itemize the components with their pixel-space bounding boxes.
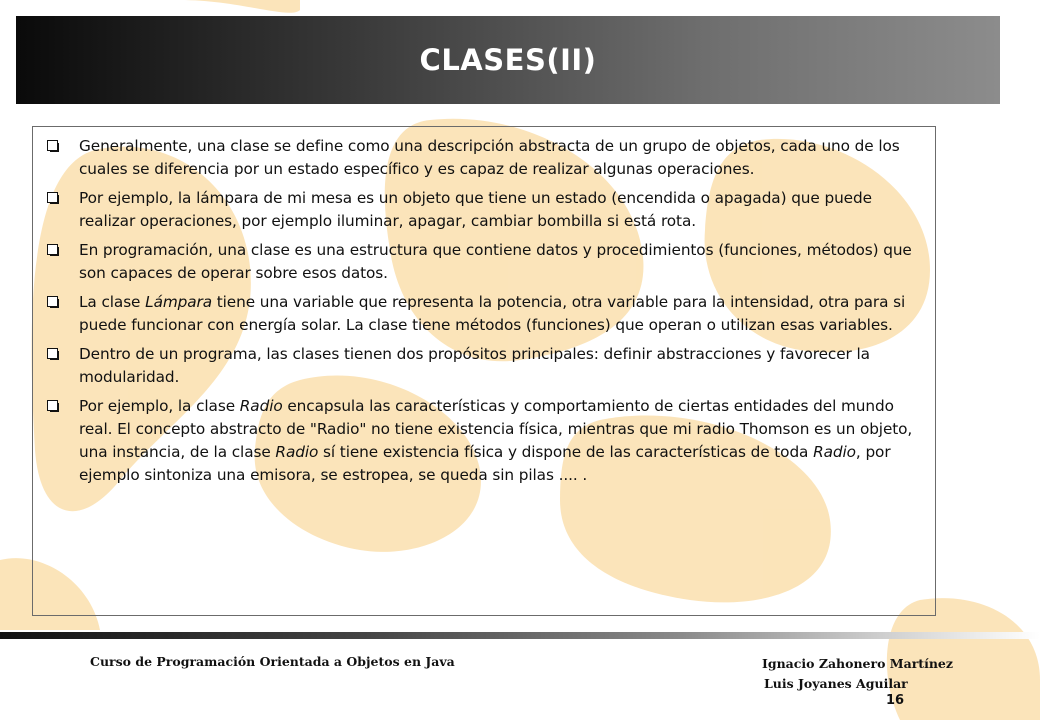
slide-title: CLASES(II): [419, 43, 597, 77]
bullet-text: [79, 395, 915, 487]
page-number: 16: [886, 693, 905, 708]
text-run: Dentro de un programa, las clases tienen dos propósitos principales: definir abstracciones y favorecer la modularidad.: [79, 345, 870, 386]
bullet-text: [79, 343, 915, 389]
text-run: Por ejemplo, la lámpara de mi mesa es un objeto que tiene un estado (encendida o apagada) que puede realizar operaciones, por ejemplo iluminar, apagar, cambiar bombilla si está rota.: [79, 189, 872, 230]
text-run: Por ejemplo, la clase: [79, 397, 240, 415]
bullet-item: [47, 291, 915, 337]
bullet-text: [79, 187, 915, 233]
text-run: La clase: [79, 293, 146, 311]
footer-divider: [0, 632, 1040, 639]
footer-author-1: Ignacio Zahonero Martínez: [762, 656, 953, 671]
title-bar: [16, 16, 1000, 104]
italic-term: Radio: [813, 443, 856, 461]
footer-course-title: Curso de Programación Orientada a Objetos en Java: [90, 654, 455, 669]
text-run: Generalmente, una clase se define como una descripción abstracta de un grupo de objetos, cada uno de los cuales se diferencia por un estado específico y es capaz de realizar algunas operaciones.: [79, 137, 900, 178]
bullet-item: [47, 135, 915, 181]
italic-term: Radio: [275, 443, 319, 461]
square-bullet-icon: [47, 400, 63, 410]
square-bullet-icon: [47, 244, 63, 254]
bullet-item: [47, 187, 915, 233]
bullet-item: [47, 343, 915, 389]
square-bullet-icon: [47, 192, 63, 202]
text-run: sí tiene existencia física y dispone de las características de toda: [318, 443, 814, 461]
bullet-text: [79, 291, 915, 337]
bullet-text: [79, 239, 915, 285]
italic-term: Radio: [239, 397, 283, 415]
square-bullet-icon: [47, 140, 63, 150]
italic-term: Lámpara: [145, 293, 212, 311]
content-box: [32, 126, 936, 616]
text-run: tiene una variable que representa la potencia, otra variable para la intensidad, otra para si puede funcionar con energía solar. La clase tiene métodos (funciones) que operan o utilizan esas variables.: [79, 293, 906, 334]
text-run: , por ejemplo sintoniza una emisora, se estropea, se queda sin pilas .... .: [79, 443, 891, 484]
text-run: encapsula las características y comportamiento de ciertas entidades del mundo real. El concepto abstracto de "Radio" no tiene existencia física, mientras que mi radio Thomson es un objeto, una instancia, de la clase: [79, 397, 913, 461]
bullet-list: [33, 127, 935, 487]
bullet-item: [47, 239, 915, 285]
text-run: En programación, una clase es una estructura que contiene datos y procedimientos (funciones, métodos) que son capaces de operar sobre esos datos.: [79, 241, 912, 282]
square-bullet-icon: [47, 348, 63, 358]
bullet-text: [79, 135, 915, 181]
bullet-item: [47, 395, 915, 487]
square-bullet-icon: [47, 296, 63, 306]
footer-author-2: Luis Joyanes Aguilar: [764, 676, 908, 691]
footer-authors: [762, 654, 953, 694]
